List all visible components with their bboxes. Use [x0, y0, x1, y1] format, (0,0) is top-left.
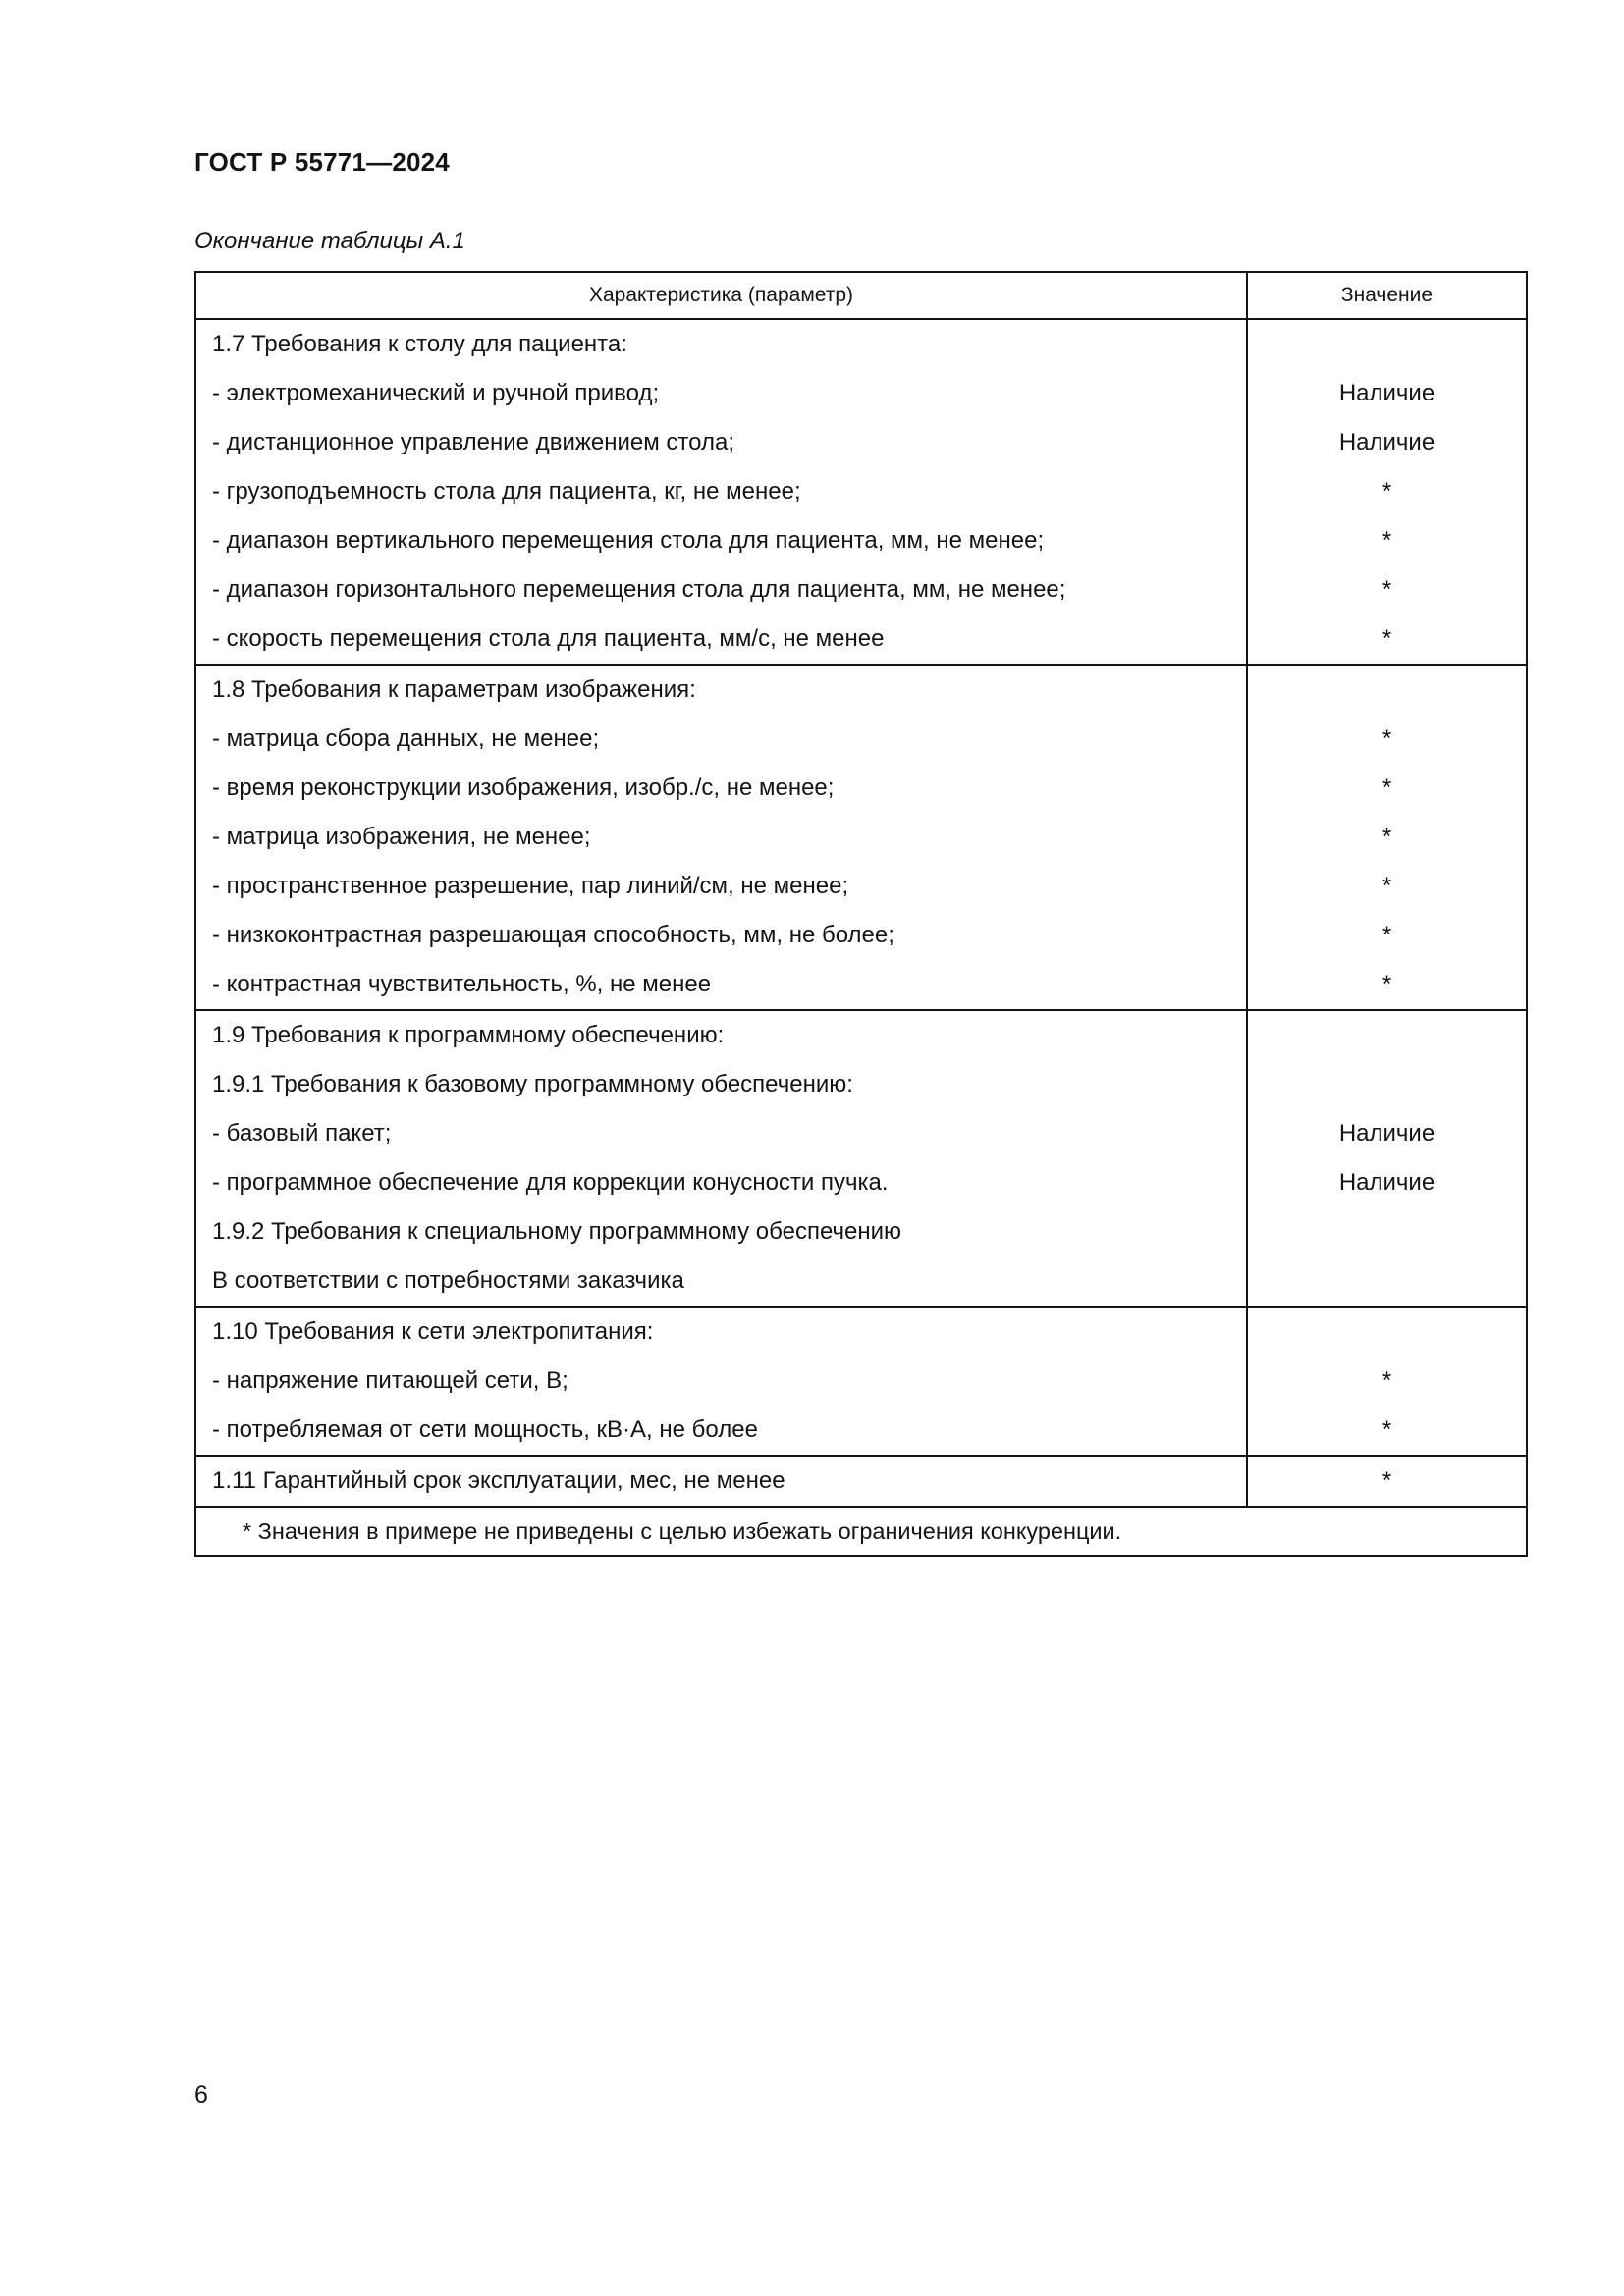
value-line: * [1381, 478, 1392, 505]
parameter-line: - контрастная чувствительность, %, не менее [212, 971, 712, 997]
value-line [1248, 666, 1526, 715]
parameter-line: - пространственное разрешение, пар линий/см, не менее; [212, 873, 849, 899]
specification-table [194, 271, 1528, 1557]
footnote-text: * Значения в примере не приведены с целью избежать ограничения конкуренции. [243, 1519, 1122, 1544]
value-line: Наличие [1338, 429, 1435, 455]
document-code: ГОСТ Р 55771—2024 [194, 147, 450, 177]
value-line [1248, 1060, 1526, 1109]
parameter-line: - время реконструкции изображения, изобр./с, не менее; [212, 774, 835, 801]
parameter-line: 1.9 Требования к программному обеспечению: [212, 1022, 725, 1048]
parameter-line: - потребляемая от сети мощность, кВ·А, не более [212, 1416, 758, 1443]
value-line: * [1381, 725, 1392, 752]
parameter-cell [195, 1010, 1247, 1307]
parameter-cell [195, 1307, 1247, 1456]
value-line [1248, 1308, 1526, 1357]
table-row-section-1-8 [195, 665, 1527, 1010]
value-cell [1247, 665, 1527, 1010]
table-row-section-1-11 [195, 1456, 1527, 1507]
parameter-line: - диапазон горизонтального перемещения стола для пациента, мм, не менее; [212, 576, 1066, 603]
value-cell [1247, 319, 1527, 665]
parameter-line: - электромеханический и ручной привод; [212, 380, 660, 406]
value-line: Наличие [1338, 1169, 1435, 1196]
value-line: * [1381, 527, 1392, 554]
value-line: * [1381, 576, 1392, 603]
parameter-cell [195, 665, 1247, 1010]
parameter-line: - дистанционное управление движением стола; [212, 429, 734, 455]
parameter-line: 1.7 Требования к столу для пациента: [212, 331, 627, 357]
value-line: * [1381, 625, 1392, 652]
value-line [1248, 1256, 1526, 1306]
table-row-section-1-10 [195, 1307, 1527, 1456]
parameter-line: 1.11 Гарантийный срок эксплуатации, мес, не менее [212, 1468, 785, 1494]
value-line [1248, 320, 1526, 369]
column-header-parameter: Характеристика (параметр) [195, 272, 1247, 319]
parameter-line: - матрица сбора данных, не менее; [212, 725, 600, 752]
parameter-line: - низкоконтрастная разрешающая способность, мм, не более; [212, 922, 894, 948]
table-header-row [195, 272, 1527, 319]
parameter-cell [195, 1456, 1247, 1507]
parameter-line: В соответствии с потребностями заказчика [212, 1267, 684, 1294]
parameter-line: - диапазон вертикального перемещения стола для пациента, мм, не менее; [212, 527, 1045, 554]
value-line: * [1381, 922, 1392, 948]
page-number: 6 [194, 2081, 208, 2109]
value-line: * [1381, 971, 1392, 997]
footnote-cell [195, 1507, 1527, 1556]
column-header-value: Значение [1247, 272, 1527, 319]
value-line: * [1381, 1367, 1392, 1394]
value-line [1248, 1207, 1526, 1256]
value-line: * [1381, 1468, 1392, 1494]
parameter-cell [195, 319, 1247, 665]
parameter-line: - напряжение питающей сети, В; [212, 1367, 568, 1394]
value-line: Наличие [1338, 380, 1435, 406]
value-line: * [1381, 824, 1392, 850]
parameter-line: 1.9.2 Требования к специальному программному обеспечению [212, 1218, 901, 1245]
parameter-line: 1.10 Требования к сети электропитания: [212, 1318, 654, 1345]
table-row-section-1-7 [195, 319, 1527, 665]
value-line: * [1381, 873, 1392, 899]
value-cell [1247, 1307, 1527, 1456]
value-cell [1247, 1010, 1527, 1307]
table-caption: Окончание таблицы А.1 [194, 228, 465, 254]
parameter-line: - программное обеспечение для коррекции конусности пучка. [212, 1169, 889, 1196]
parameter-line: - базовый пакет; [212, 1120, 392, 1147]
value-line [1248, 1011, 1526, 1060]
value-line: * [1381, 1416, 1392, 1443]
value-cell [1247, 1456, 1527, 1507]
parameter-line: - грузоподъемность стола для пациента, кг, не менее; [212, 478, 801, 505]
table-body [195, 319, 1527, 1556]
parameter-line: 1.8 Требования к параметрам изображения: [212, 676, 696, 703]
value-line: Наличие [1338, 1120, 1435, 1147]
value-line: * [1381, 774, 1392, 801]
parameter-line: 1.9.1 Требования к базовому программному обеспечению: [212, 1071, 853, 1097]
table-footnote-row [195, 1507, 1527, 1556]
table-row-section-1-9 [195, 1010, 1527, 1307]
parameter-line: - матрица изображения, не менее; [212, 824, 591, 850]
parameter-line: - скорость перемещения стола для пациента, мм/с, не менее [212, 625, 885, 652]
